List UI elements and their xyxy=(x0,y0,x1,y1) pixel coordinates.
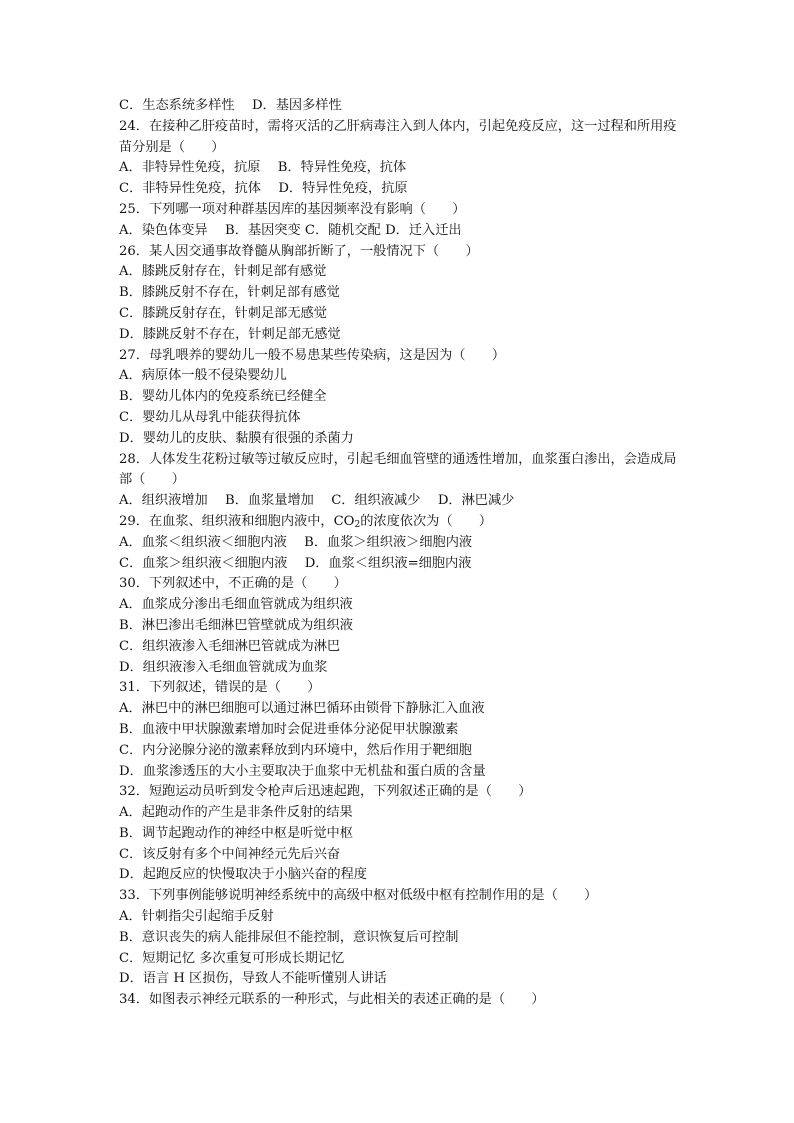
option-line: C．膝跳反射存在，针刺足部无感觉 xyxy=(119,305,327,321)
option-line: A．染色体变异 B．基因突变 C．随机交配 D．迁入迁出 xyxy=(119,222,462,238)
option-line: C．血浆＞组织液＜细胞内液 D．血浆＜组织液=细胞内液 xyxy=(119,555,472,571)
question-25: 25．下列哪一项对种群基因库的基因频率没有影响（ ） xyxy=(119,201,466,217)
option-line: D．组织液渗入毛细血管就成为血浆 xyxy=(119,659,328,675)
option-line: C．婴幼儿从母乳中能获得抗体 xyxy=(119,409,301,425)
question-24: 24．在接种乙肝疫苗时，需将灭活的乙肝病毒注入到人体内，引起免疫反应，这一过程和所用疫苗分别是（ ） xyxy=(119,118,677,155)
option-line: A．淋巴中的淋巴细胞可以通过淋巴循环由锁骨下静脉汇入血液 xyxy=(119,701,485,717)
option-line: A．血浆＜组织液＜细胞内液 B．血浆＞组织液＞细胞内液 xyxy=(119,534,473,550)
option-line: D．婴幼儿的皮肤、黏膜有很强的杀菌力 xyxy=(119,430,354,446)
question-27: 27．母乳喂养的婴幼儿一般不易患某些传染病，这是因为（ ） xyxy=(119,347,506,363)
question-30: 30．下列叙述中，不正确的是（ ） xyxy=(119,576,347,592)
option-line: B．婴幼儿体内的免疫系统已经健全 xyxy=(119,389,327,405)
option-line: B．血液中甲状腺激素增加时会促进垂体分泌促甲状腺激素 xyxy=(119,721,459,737)
question-28: 28．人体发生花粉过敏等过敏反应时，引起毛细血管壁的通透性增加，血浆蛋白渗出，会造成局部（ ） xyxy=(119,451,677,488)
option-line: C．非特异性免疫，抗体 D．特异性免疫，抗原 xyxy=(119,181,408,197)
option-line: D．血浆渗透压的大小主要取决于血浆中无机盐和蛋白质的含量 xyxy=(119,763,486,779)
option-line: C．短期记忆 多次重复可形成长期记忆 xyxy=(119,950,345,966)
question-32: 32．短跑运动员听到发令枪声后迅速起跑，下列叙述正确的是（ ） xyxy=(119,784,532,800)
option-line: A．膝跳反射存在，针刺足部有感觉 xyxy=(119,264,327,280)
option-line: B．膝跳反射不存在，针刺足部有感觉 xyxy=(119,285,340,301)
question-29 xyxy=(119,512,689,533)
option-line: D．语言 H 区损伤，导致人不能听懂别人讲话 xyxy=(119,971,387,987)
option-line: A．病原体一般不侵染婴幼儿 xyxy=(119,368,287,384)
question-26: 26．某人因交通事故脊髓从胸部折断了，一般情况下（ ） xyxy=(119,243,479,259)
option-line: C．组织液渗入毛细淋巴管就成为淋巴 xyxy=(119,638,341,654)
option-line: B．淋巴渗出毛细淋巴管壁就成为组织液 xyxy=(119,617,353,633)
option-line: B．调节起跑动作的神经中枢是听觉中枢 xyxy=(119,825,353,841)
question-34: 34．如图表示神经元联系的一种形式，与此相关的表述正确的是（ ） xyxy=(119,992,545,1008)
option-line: A．针刺指尖引起缩手反射 xyxy=(119,909,274,925)
option-line: D．膝跳反射不存在，针刺足部无感觉 xyxy=(119,326,341,342)
option-line: C．该反射有多个中间神经元先后兴奋 xyxy=(119,846,341,862)
option-line: A．非特异性免疫，抗原 B．特异性免疫，抗体 xyxy=(119,160,407,176)
co2-subscript: 2 xyxy=(354,519,361,530)
exam-page xyxy=(119,96,689,1011)
option-line: A．组织液增加 B．血浆量增加 C．组织液减少 D．淋巴减少 xyxy=(119,493,515,509)
option-line: D．起跑反应的快慢取决于小脑兴奋的程度 xyxy=(119,867,367,883)
question-29-prefix: 29．在血浆、组织液和细胞内液中，CO xyxy=(119,513,355,529)
question-29-suffix: 的浓度依次为（ ） xyxy=(360,513,493,529)
question-33: 33．下列事例能够说明神经系统中的高级中枢对低级中枢有控制作用的是（ ） xyxy=(119,888,598,904)
option-line: A．起跑动作的产生是非条件反射的结果 xyxy=(119,805,353,821)
option-line: A．血浆成分渗出毛细血管就成为组织液 xyxy=(119,597,353,613)
question-31: 31．下列叙述，错误的是（ ） xyxy=(119,680,321,696)
option-line: C．生态系统多样性 D．基因多样性 xyxy=(119,98,342,113)
option-line: C．内分泌腺分泌的激素释放到内环境中，然后作用于靶细胞 xyxy=(119,742,472,758)
option-line: B．意识丧失的病人能排尿但不能控制，意识恢复后可控制 xyxy=(119,929,459,945)
